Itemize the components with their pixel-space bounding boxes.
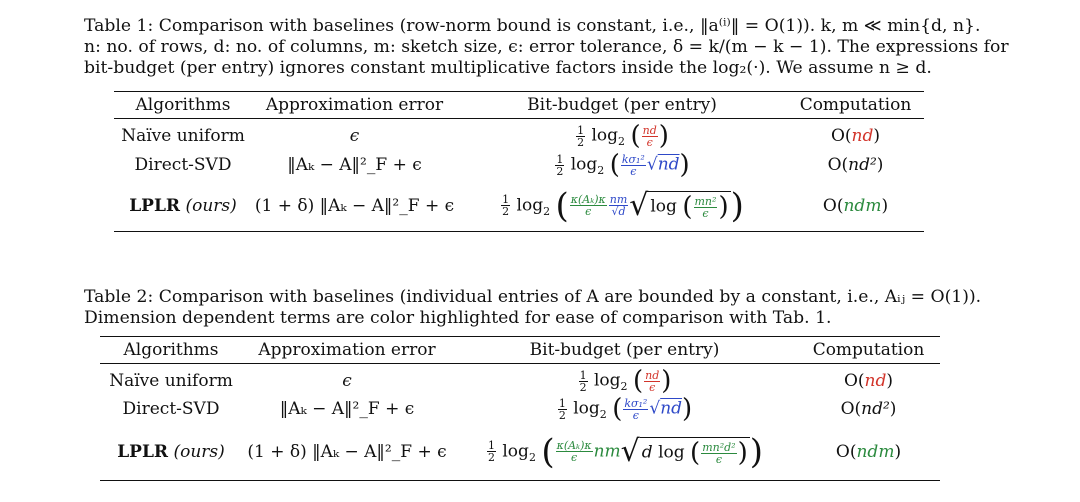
- error-cell: (1 + δ) ‖Aₖ − A‖²_F + ϵ: [242, 424, 452, 480]
- computation-cell: O(ndm): [797, 424, 940, 480]
- table1-caption-line2: n: no. of rows, d: no. of columns, m: sketch size, ϵ: error tolerance, δ = k/(m − k − 1). The expressions for: [84, 37, 1009, 57]
- table2-caption: [84, 287, 984, 329]
- computation-cell: O(ndm): [787, 181, 924, 231]
- error-cell: ‖Aₖ − A‖²_F + ϵ: [287, 155, 422, 175]
- bitbudget-cell: $\frac{1}{2}$ $\log_2$ ( $\frac{\text{kσ₁²}}{\epsilon}$ √nd): [558, 394, 693, 424]
- table-row: [100, 364, 940, 395]
- computation-var: nd: [851, 126, 874, 146]
- computation-var: ndm: [843, 195, 882, 216]
- table-row: [114, 149, 924, 181]
- table1-caption: [84, 16, 1009, 79]
- computation-var: nd: [864, 371, 887, 391]
- algorithm-cell: LPLR (ours): [114, 181, 252, 231]
- bitbudget-cell: $\frac{1}{2}$ $\log_2$ ( $\frac{\text{κ(Aₖ)κ}}{\epsilon}$ nm√ d log ( $\frac{\text{mn²d²}}{\epsilon}$ )): [452, 424, 797, 480]
- table2-caption-line2: Dimension dependent terms are color highlighted for ease of comparison with Tab. 1.: [84, 308, 832, 328]
- table1: [114, 91, 924, 232]
- table1-header-error: Approximation error: [252, 92, 457, 119]
- bitbudget-cell: $\frac{1}{2}$ $\log_2$ ( $\frac{\text{κ(Aₖ)κ}}{\epsilon}$ $\frac{nm}{√d}$ √ log ( $\frac{\text{mn²}}{\epsilon}$ )): [457, 181, 787, 231]
- table-row: [100, 394, 940, 424]
- table1-header-bitbudget: Bit-budget (per entry): [457, 92, 787, 119]
- error-cell: (1 + δ) ‖Aₖ − A‖²_F + ϵ: [252, 181, 457, 231]
- table2-header-row: [100, 337, 940, 364]
- table1-label: Table 1:: [84, 16, 154, 36]
- table1-header-computation: Computation: [787, 92, 924, 119]
- computation-cell: O(nd): [830, 126, 881, 146]
- table1-header-row: [114, 92, 924, 119]
- algorithm-cell: Direct-SVD: [122, 399, 220, 419]
- table1-header-algorithms: Algorithms: [114, 92, 252, 119]
- algorithm-cell: Naïve uniform: [121, 126, 245, 146]
- table1-caption-line1: Comparison with baselines (row-norm bound is constant, i.e., ‖a⁽ⁱ⁾‖ = O(1)). k, m ≪ min{d, n}.: [158, 16, 981, 36]
- table2-header-error: Approximation error: [242, 337, 452, 364]
- bitbudget-cell: $\frac{1}{2}$ $\log_2$ ( $\frac{nd}{\epsilon}$ ): [577, 121, 669, 151]
- bitbudget-cell: $\frac{1}{2}$ $\log_2$ ( $\frac{nd}{\epsilon}$ ): [579, 366, 672, 396]
- table-row: [114, 119, 924, 150]
- computation-cell: O(nd): [843, 371, 894, 391]
- error-cell: ϵ: [349, 126, 360, 146]
- bitbudget-cell: $\frac{1}{2}$ $\log_2$ ( $\frac{\text{kσ₁²}}{\epsilon}$ √nd): [556, 150, 690, 180]
- algorithm-cell: Direct-SVD: [134, 155, 232, 175]
- error-cell: ϵ: [342, 371, 352, 391]
- computation-var: nd²: [861, 399, 890, 419]
- algorithm-cell: LPLR (ours): [100, 424, 242, 480]
- computation-cell: O(nd²): [840, 399, 897, 419]
- table-row: [100, 424, 940, 480]
- table2-caption-line1: Comparison with baselines (individual entries of A are bounded by a constant, i.e., Aᵢⱼ = O(1)).: [158, 287, 982, 307]
- algorithm-cell: Naïve uniform: [109, 371, 233, 391]
- table2-header-bitbudget: Bit-budget (per entry): [452, 337, 797, 364]
- computation-var: ndm: [856, 441, 895, 462]
- table2-header-algorithms: Algorithms: [100, 337, 242, 364]
- computation-cell: O(nd²): [827, 155, 884, 175]
- table2-header-computation: Computation: [797, 337, 940, 364]
- table2: [100, 336, 940, 481]
- table2-label: Table 2:: [84, 287, 154, 307]
- error-cell: ‖Aₖ − A‖²_F + ϵ: [279, 399, 415, 419]
- table1-caption-line3: bit-budget (per entry) ignores constant multiplicative factors inside the log₂(·). We assume n ≥ d.: [84, 58, 932, 78]
- computation-var: nd²: [848, 155, 877, 175]
- table-row: [114, 181, 924, 231]
